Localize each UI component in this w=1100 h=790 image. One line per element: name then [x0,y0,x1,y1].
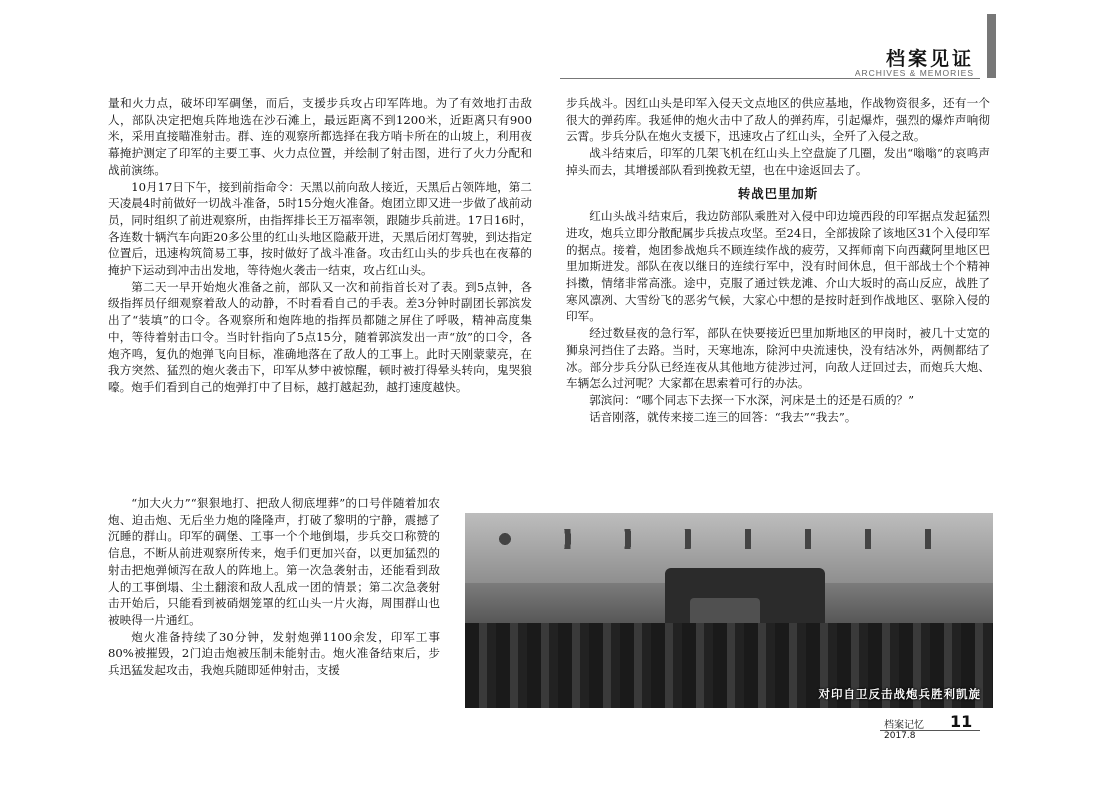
photo-caption: 对印自卫反击战炮兵胜利凯旋 [818,687,981,701]
header-side-bar [987,14,996,78]
page-number: 11 [950,712,973,731]
paragraph: 郭滨问：“哪个同志下去探一下水深，河床是土的还是石质的？” [589,392,915,407]
paragraph: 战斗结束后，印军的几架飞机在红山头上空盘旋了几圈，发出“嗡嗡”的哀鸣声掉头而去，其增援部队看到挽救无望，也在中途返回去了。 [566,146,990,177]
paragraph: 红山头战斗结束后，我边防部队乘胜对入侵中印边境西段的印军据点发起猛烈进攻，炮兵立即分散配属步兵拔点攻坚。至24日，全部拔除了该地区31个入侵印军的据点。接着，炮团参战炮兵不顾连续作战的疲劳，又挥师南下向西藏阿里地区巴里加斯进发。部队在夜以继日的连续行军中，没有时间休息，但干部战士个个精神抖擞，情绪非常高涨。途中，克服了通过铁龙滩、介山大坂时的高山反应，战胜了寒风凛冽、大雪纷飞的恶劣气候，大家心中想的是按时赶到作战地区、驱除入侵的印军。 [566,209,990,324]
section-header-subtitle: ARCHIVES & MEMORIES [854,68,974,78]
section-title: 转战巴里加斯 [737,185,819,201]
paragraph: 经过数昼夜的急行军，部队在快要接近巴里加斯地区的甲岗时，被几十丈宽的狮泉河挡住了去路。当时，天寒地冻，除河中央流速快，没有结冰外，两侧都结了冰。部分步兵分队已经连夜从其他地方徒涉过河，向敌人迂回过去，而炮兵大炮、车辆怎么过河呢？大家都在思索着可行的办法。 [566,326,990,391]
footer-magazine-name: 档案记忆 [884,720,924,731]
issue-date: 2017.8 [884,731,916,741]
paragraph: 步兵战斗。因红山头是印军入侵天文点地区的供应基地，作战物资很多，还有一个很大的弹药库。我延伸的炮火击中了敌人的弹药库，引起爆炸，强烈的爆炸声响彻云霄。步兵分队在炮火支援下，迅速攻占了红山头，全歼了入侵之敌。 [566,96,990,144]
paragraph: 10月17日下午，接到前指命令：天黑以前向敌人接近，天黑后占领阵地，第二天凌晨4时前做好一切战斗准备，5时15分炮火准备。炮团立即又进一步做了战前动员，同时组织了前进观察所，由指挥排长王万福率领，跟随步兵前进。17日16时，各连数十辆汽车向距20多公里的红山头地区隐蔽开进，天黑后闭灯驾驶，到达指定位置后，迅速构筑简易工事，按时做好了战斗准备。攻击红山头的步兵也在夜幕的掩护下运动到冲击出发地，等待炮火袭击一结束，攻占红山头。 [108,179,532,278]
section-header-title: 档案见证 [885,48,974,70]
left-column-lower [108,495,440,679]
paragraph: 话音刚落，就传来接二连三的回答：“我去”“我去”。 [589,409,857,424]
left-column [108,95,532,396]
header-rule [560,78,980,79]
historical-photo [465,513,993,708]
paragraph: “加大火力”“狠狠地打、把敌人彻底埋葬”的口号伴随着加农炮、迫击炮、无后坐力炮的隆隆声，打破了黎明的宁静，震撼了沉睡的群山。印军的碉堡、工事一个个地倒塌，步兵交口称赞的信息，不断从前进观察所传来，炮手们更加兴奋，以更加猛烈的射击把炮弹倾泻在敌人的阵地上。第一次急袭射击，还能看到敌人的工事倒塌、尘土翻滚和敌人乱成一团的情景；第二次急袭射击开始后，只能看到被硝烟笼罩的红山头一片火海，周围群山也被映得一片通红。 [108,496,440,627]
paragraph: 炮火准备持续了30分钟，发射炮弹1100余发，印军工事80%被摧毁，2门迫击炮被压制未能射击。炮火准备结束后，步兵迅猛发起攻击，我炮兵随即延伸射击，支援 [108,629,440,678]
page-header [560,44,980,80]
right-column [566,95,990,425]
paragraph: 量和火力点，破坏印军碉堡，而后，支援步兵攻占印军阵地。为了有效地打击敌人，部队决定把炮兵阵地选在沙石滩上，最远距离不到1200米，近距离只有900米，采用直接瞄准射击。群、连的观察所都选择在我方哨卡所在的山坡上，利用夜幕掩护测定了印军的主要工事、火力点位置，并绘制了射击图，进行了火力分配和战前演练。 [108,96,532,177]
paragraph: 第二天一早开始炮火准备之前，部队又一次和前指首长对了表。到5点钟，各级指挥员仔细观察着敌人的动静，不时看看自己的手表。差3分钟时副团长郭滨发出了“装填”的口令。各观察所和炮阵地的指挥员都随之屏住了呼吸，精神高度集中，等待着射击口令。当时针指向了5点15分，随着郭滨发出一声“放”的口令，各炮齐鸣，复仇的炮弹飞向目标，准确地落在了敌人的工事上。此时天刚蒙蒙亮，在我方突然、猛烈的炮火袭击下，印军从梦中被惊醒，顿时被打得晕头转向，鬼哭狼嚎。炮手们看到自己的炮弹打中了目标，越打越起劲，越打速度越快。 [108,279,532,394]
photo-lanterns [495,529,965,549]
